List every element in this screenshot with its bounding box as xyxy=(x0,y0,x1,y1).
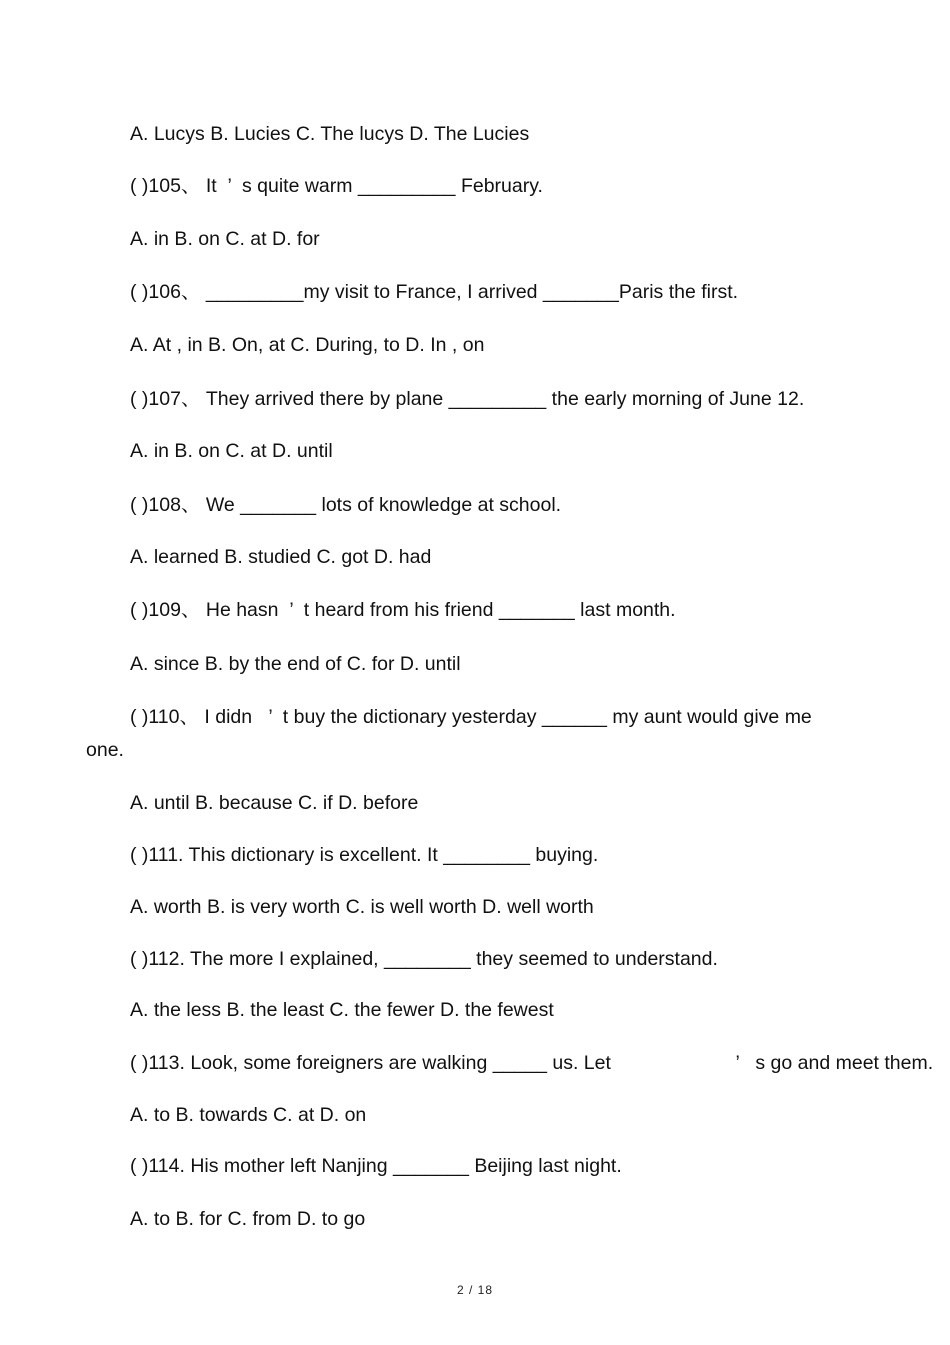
answer-options-105: A. in B. on C. at D. for xyxy=(130,228,320,250)
answer-options-109: A. since B. by the end of C. for D. until xyxy=(130,653,461,675)
question-110: ( )110、 I didn ’ t buy the dictionary yesterday ______ my aunt would give me xyxy=(130,706,812,728)
answer-options-110: A. until B. because C. if D. before xyxy=(130,792,419,814)
answer-options-108: A. learned B. studied C. got D. had xyxy=(130,546,432,568)
answer-options-106: A. At , in B. On, at C. During, to D. In , on xyxy=(130,334,485,356)
question-112: ( )112. The more I explained, ________ they seemed to understand. xyxy=(130,948,718,970)
question-110-continuation: one. xyxy=(86,739,124,761)
question-111: ( )111. This dictionary is excellent. It ________ buying. xyxy=(130,844,599,866)
page-number: 2 / 18 xyxy=(456,1283,494,1297)
question-105: ( )105、 It ’ s quite warm _________ February. xyxy=(130,175,543,197)
question-107: ( )107、 They arrived there by plane _________ the early morning of June 12. xyxy=(130,388,805,410)
answer-options-114: A. to B. for C. from D. to go xyxy=(130,1208,366,1230)
answer-options-111: A. worth B. is very worth C. is well worth D. well worth xyxy=(130,896,594,918)
answer-options-112: A. the less B. the least C. the fewer D. the fewest xyxy=(130,999,554,1021)
question-109: ( )109、 He hasn ’ t heard from his friend _______ last month. xyxy=(130,599,676,621)
answer-options-104: A. Lucys B. Lucies C. The lucys D. The Lucies xyxy=(130,123,530,145)
question-114: ( )114. His mother left Nanjing _______ Beijing last night. xyxy=(130,1155,622,1177)
question-108: ( )108、 We _______ lots of knowledge at school. xyxy=(130,494,562,516)
answer-options-113: A. to B. towards C. at D. on xyxy=(130,1104,367,1126)
answer-options-107: A. in B. on C. at D. until xyxy=(130,440,333,462)
question-113: ( )113. Look, some foreigners are walking _____ us. Let ’ s go and meet them. xyxy=(130,1052,934,1074)
question-106: ( )106、 _________my visit to France, I arrived _______Paris the first. xyxy=(130,281,739,303)
